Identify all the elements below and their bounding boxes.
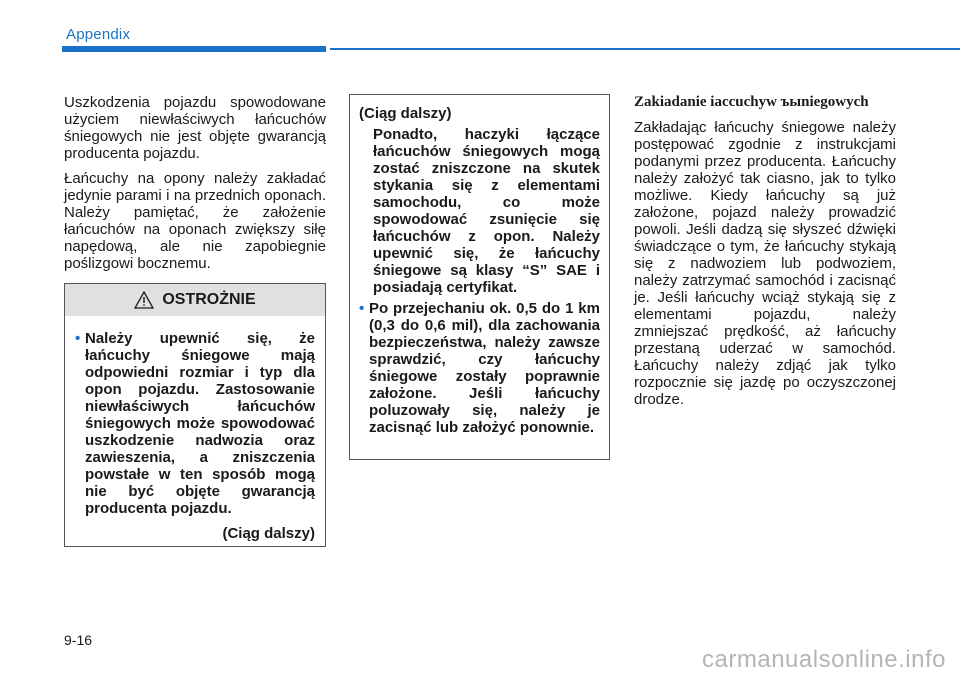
- right-column: [634, 94, 896, 416]
- continued-paragraph: Ponadto, haczyki łączące łańcuchów śniegowych mogą zostać zniszczone na skutek stykania się z elementami samochodu, co może spowodować zsunięcie się łańcuchów z opon. Należy upewnić się, że łańcuchy śniegowe są klasy “S” SAE i posiadają certyfikat.: [373, 126, 600, 296]
- page-number: 9-16: [64, 632, 93, 648]
- bullet-dot-icon: •: [359, 300, 365, 317]
- continued-bullet-text: Po przejechaniu ok. 0,5 do 1 km (0,3 do 0,6 mil), dla zachowania bezpieczeństwa, należy zawsze sprawdzić, czy łańcuchy śniegowe zostały poprawnie założone. Jeśli łańcuchy poluzowały się, należy je zacisnąć lub założyć ponownie.: [369, 300, 600, 436]
- continued-caution-box: [349, 94, 610, 460]
- continued-heading: (Ciąg dalszy): [359, 105, 452, 122]
- caution-bullet-text: Należy upewnić się, że łańcuchy śniegowe mają odpowiedni rozmiar i typ dla opon pojazdu. Zastosowanie niewłaściwych łańcuchów śniegowych może spowodować uszkodzenie nadwozia oraz zawieszenia, a zniszczenia powstałe w ten sposób mogą nie być objęte gwarancją producenta pojazdu.: [85, 330, 315, 517]
- left-column: [64, 94, 326, 280]
- caution-box: [64, 283, 326, 547]
- bullet-dot-icon: •: [75, 330, 81, 347]
- watermark: carmanualsonline.info: [702, 646, 946, 673]
- caution-title: OSTROŻNIE: [162, 291, 256, 308]
- paragraph-chains-pairs: Łańcuchy na opony należy zakładać jedynie parami i na przednich oponach. Należy pamiętać, że założenie łańcuchów na oponach zwiększy siłę napędową, ale nie zapobiegnie poślizgowi bocznemu.: [64, 170, 326, 272]
- paragraph-warranty: Uszkodzenia pojazdu spowodowane użyciem niewłaściwych łańcuchów śniegowych nie jest objęte gwarancją producenta pojazdu.: [64, 94, 326, 162]
- header-rule-thin: [330, 48, 960, 50]
- caution-bullet: [75, 330, 315, 517]
- continued-bullet: [359, 300, 600, 436]
- header-rule-thick: [62, 46, 326, 52]
- caution-continued: (Ciąg dalszy): [222, 525, 315, 542]
- caution-header: [65, 284, 325, 316]
- section-heading: Zakiadanie iaccuchyw ъыniegowych: [634, 94, 869, 110]
- warning-triangle-icon: [134, 291, 154, 309]
- paragraph-installing-chains: Zakładając łańcuchy śniegowe należy postępować zgodnie z instrukcjami podanymi przez producenta. Łańcuchy należy założyć tak ciasno, jak to tylko możliwe. Kiedy łańcuchy są już założone, pojazd należy prowadzić powoli. Jeśli dadzą się słyszeć dźwięki świadczące o tym, że łańcuchy stykają się z nadwoziem lub podwoziem, należy zatrzymać samochód i zacisnąć je. Jeśli łańcuchy wciąż stykają się z elementami pojazdu, należy zmniejszać prędkość, aż łańcuchy przestaną uderzać w samochód. Łańcuchy należy zdjąć jak tylko rozpocznie się jazdę po oczyszczonej drodze.: [634, 119, 896, 408]
- section-title: Appendix: [66, 26, 131, 43]
